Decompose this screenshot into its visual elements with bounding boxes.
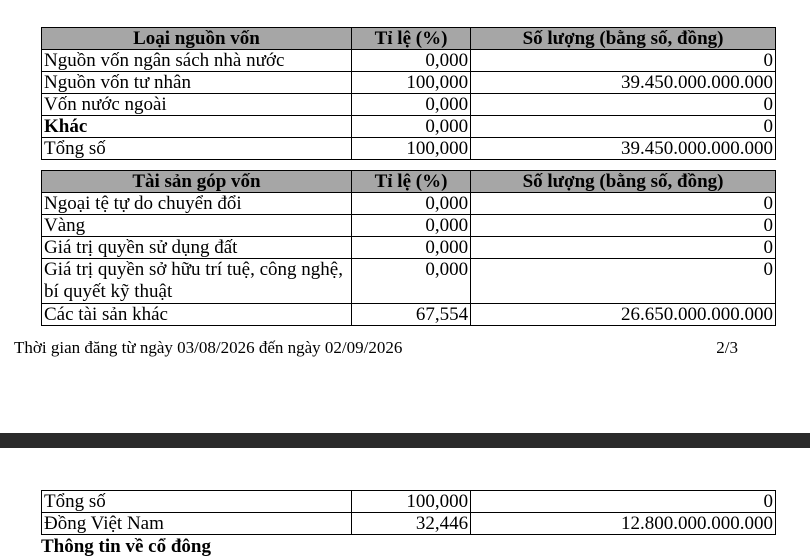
amount-cell: 0 (471, 50, 776, 72)
table-row (42, 215, 776, 237)
row-label: Vốn nước ngoài (42, 94, 352, 116)
row-label: Khác (42, 116, 352, 138)
row-label: Đồng Việt Nam (42, 513, 352, 535)
row-label: Vàng (42, 215, 352, 237)
row-label: Tổng số (42, 138, 352, 160)
ratio-cell: 0,000 (351, 259, 470, 304)
row-label: Các tài sản khác (42, 304, 352, 326)
amount-cell: 39.450.000.000.000 (471, 72, 776, 94)
registration-period: Thời gian đăng từ ngày 03/08/2026 đến ngày 02/09/2026 (14, 338, 403, 357)
amount-cell: 26.650.000.000.000 (471, 304, 776, 326)
row-label: Tổng số (42, 491, 352, 513)
row-label: Giá trị quyền sở hữu trí tuệ, công nghệ, bí quyết kỹ thuật (42, 259, 352, 304)
amount-cell: 0 (471, 237, 776, 259)
ratio-cell: 0,000 (351, 193, 470, 215)
table-row (42, 94, 776, 116)
column-header: Tỉ lệ (%) (351, 28, 470, 50)
amount-cell: 0 (471, 193, 776, 215)
ratio-cell: 67,554 (351, 304, 470, 326)
table-row (42, 259, 776, 304)
row-label: Nguồn vốn tư nhân (42, 72, 352, 94)
table-row (42, 237, 776, 259)
table-header-row (42, 171, 776, 193)
table-row (42, 513, 776, 535)
table-row (42, 72, 776, 94)
section-heading: Thông tin về cổ đông (41, 536, 211, 557)
currency-table (41, 490, 776, 535)
row-label: Nguồn vốn ngân sách nhà nước (42, 50, 352, 72)
column-header: Loại nguồn vốn (42, 28, 352, 50)
column-header: Số lượng (bằng số, đồng) (471, 171, 776, 193)
table-row (42, 193, 776, 215)
column-header: Số lượng (bằng số, đồng) (471, 28, 776, 50)
ratio-cell: 0,000 (351, 94, 470, 116)
capital-source-table (41, 27, 776, 160)
amount-cell: 0 (471, 491, 776, 513)
page-number: 2/3 (716, 338, 738, 357)
table-row (42, 116, 776, 138)
contributed-assets-table (41, 170, 776, 326)
ratio-cell: 0,000 (351, 116, 470, 138)
amount-cell: 0 (471, 259, 776, 304)
ratio-cell: 100,000 (351, 138, 470, 160)
row-label: Ngoại tệ tự do chuyển đổi (42, 193, 352, 215)
amount-cell: 0 (471, 215, 776, 237)
amount-cell: 0 (471, 94, 776, 116)
ratio-cell: 0,000 (351, 237, 470, 259)
amount-cell: 12.800.000.000.000 (471, 513, 776, 535)
ratio-cell: 100,000 (351, 491, 470, 513)
page-separator (0, 433, 810, 448)
table-header-row (42, 28, 776, 50)
column-header: Tài sản góp vốn (42, 171, 352, 193)
table-row (42, 138, 776, 160)
ratio-cell: 100,000 (351, 72, 470, 94)
amount-cell: 0 (471, 116, 776, 138)
table-row (42, 304, 776, 326)
ratio-cell: 0,000 (351, 50, 470, 72)
amount-cell: 39.450.000.000.000 (471, 138, 776, 160)
table-row (42, 50, 776, 72)
ratio-cell: 0,000 (351, 215, 470, 237)
row-label: Giá trị quyền sử dụng đất (42, 237, 352, 259)
ratio-cell: 32,446 (351, 513, 470, 535)
table-row (42, 491, 776, 513)
column-header: Tỉ lệ (%) (351, 171, 470, 193)
